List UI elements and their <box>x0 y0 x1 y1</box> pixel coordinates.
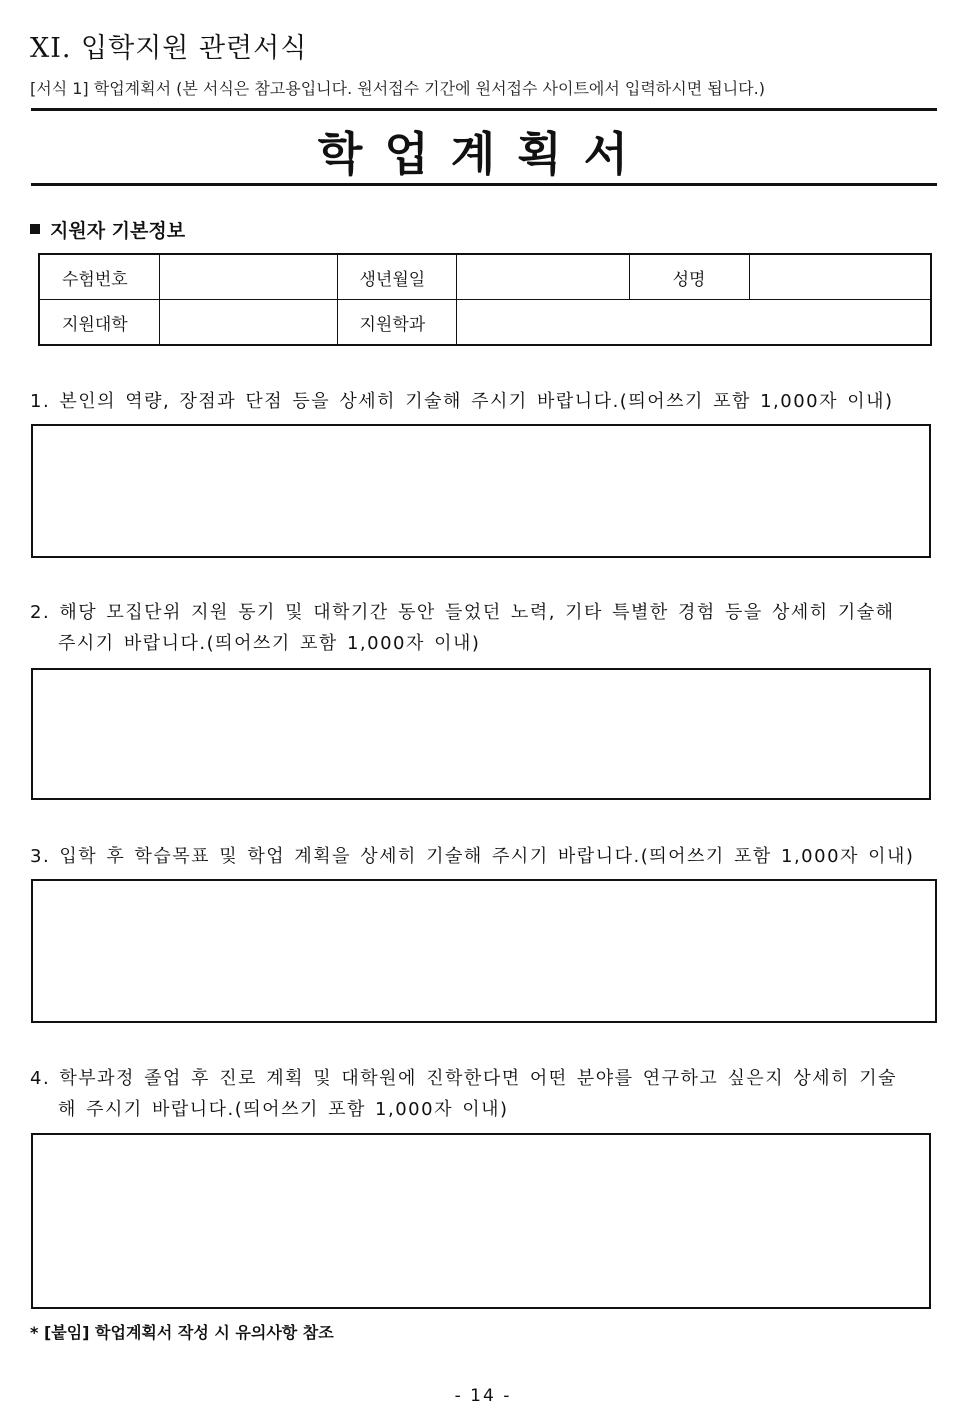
title-top-rule <box>31 108 937 111</box>
exam-number-label: 수험번호 <box>39 254 159 300</box>
page-number: - 14 - <box>454 1386 512 1406</box>
table-row <box>39 254 931 300</box>
answer-box-4[interactable] <box>31 1133 931 1309</box>
applicant-info-table <box>38 253 932 346</box>
title-bottom-rule <box>31 183 937 186</box>
university-label: 지원대학 <box>39 300 159 346</box>
form-reference: [서식 1] 학업계획서 (본 서식은 참고용입니다. 원서접수 기간에 원서접수 사이트에서 입력하시면 됩니다.) <box>30 79 765 98</box>
question-4-text-cont: 해 주시기 바랍니다.(띄어쓰기 포함 1,000자 이내) <box>58 1099 509 1120</box>
question-4-text: 4. 학부과정 졸업 후 진로 계획 및 대학원에 진학한다면 어떤 분야를 연구하고 싶은지 상세히 기술 <box>30 1068 898 1089</box>
question-1 <box>30 386 938 417</box>
attachment-note: * [붙임] 학업계획서 작성 시 유의사항 참조 <box>30 1323 334 1342</box>
question-2 <box>30 597 938 659</box>
question-3-text: 3. 입학 후 학습목표 및 학업 계획을 상세히 기술해 주시기 바랍니다.(띄어쓰기 포함 1,000자 이내) <box>30 846 915 867</box>
answer-box-1[interactable] <box>31 424 931 558</box>
question-4 <box>30 1063 938 1125</box>
department-label: 지원학과 <box>337 300 456 346</box>
question-1-text: 1. 본인의 역량, 장점과 단점 등을 상세히 기술해 주시기 바랍니다.(띄어쓰기 포함 1,000자 이내) <box>30 391 894 412</box>
basic-info-heading <box>30 216 185 243</box>
table-row <box>39 300 931 346</box>
section-title: XI. 입학지원 관련서식 <box>30 33 308 64</box>
department-field[interactable] <box>456 300 931 346</box>
birth-date-field[interactable] <box>456 254 629 300</box>
birth-date-label: 생년월일 <box>337 254 456 300</box>
answer-box-2[interactable] <box>31 668 931 800</box>
question-3 <box>30 841 938 872</box>
question-2-text: 2. 해당 모집단위 지원 동기 및 대학기간 동안 들었던 노력, 기타 특별한 경험 등을 상세히 기술해 <box>30 602 895 623</box>
basic-info-heading-text: 지원자 기본정보 <box>50 220 186 242</box>
name-field[interactable] <box>749 254 931 300</box>
exam-number-field[interactable] <box>159 254 337 300</box>
answer-box-3[interactable] <box>31 879 937 1023</box>
university-field[interactable] <box>159 300 337 346</box>
square-bullet-icon <box>30 224 40 234</box>
name-label: 성명 <box>629 254 749 300</box>
question-2-text-cont: 주시기 바랍니다.(띄어쓰기 포함 1,000자 이내) <box>58 633 481 654</box>
main-title: 학업계획서 <box>317 127 651 181</box>
